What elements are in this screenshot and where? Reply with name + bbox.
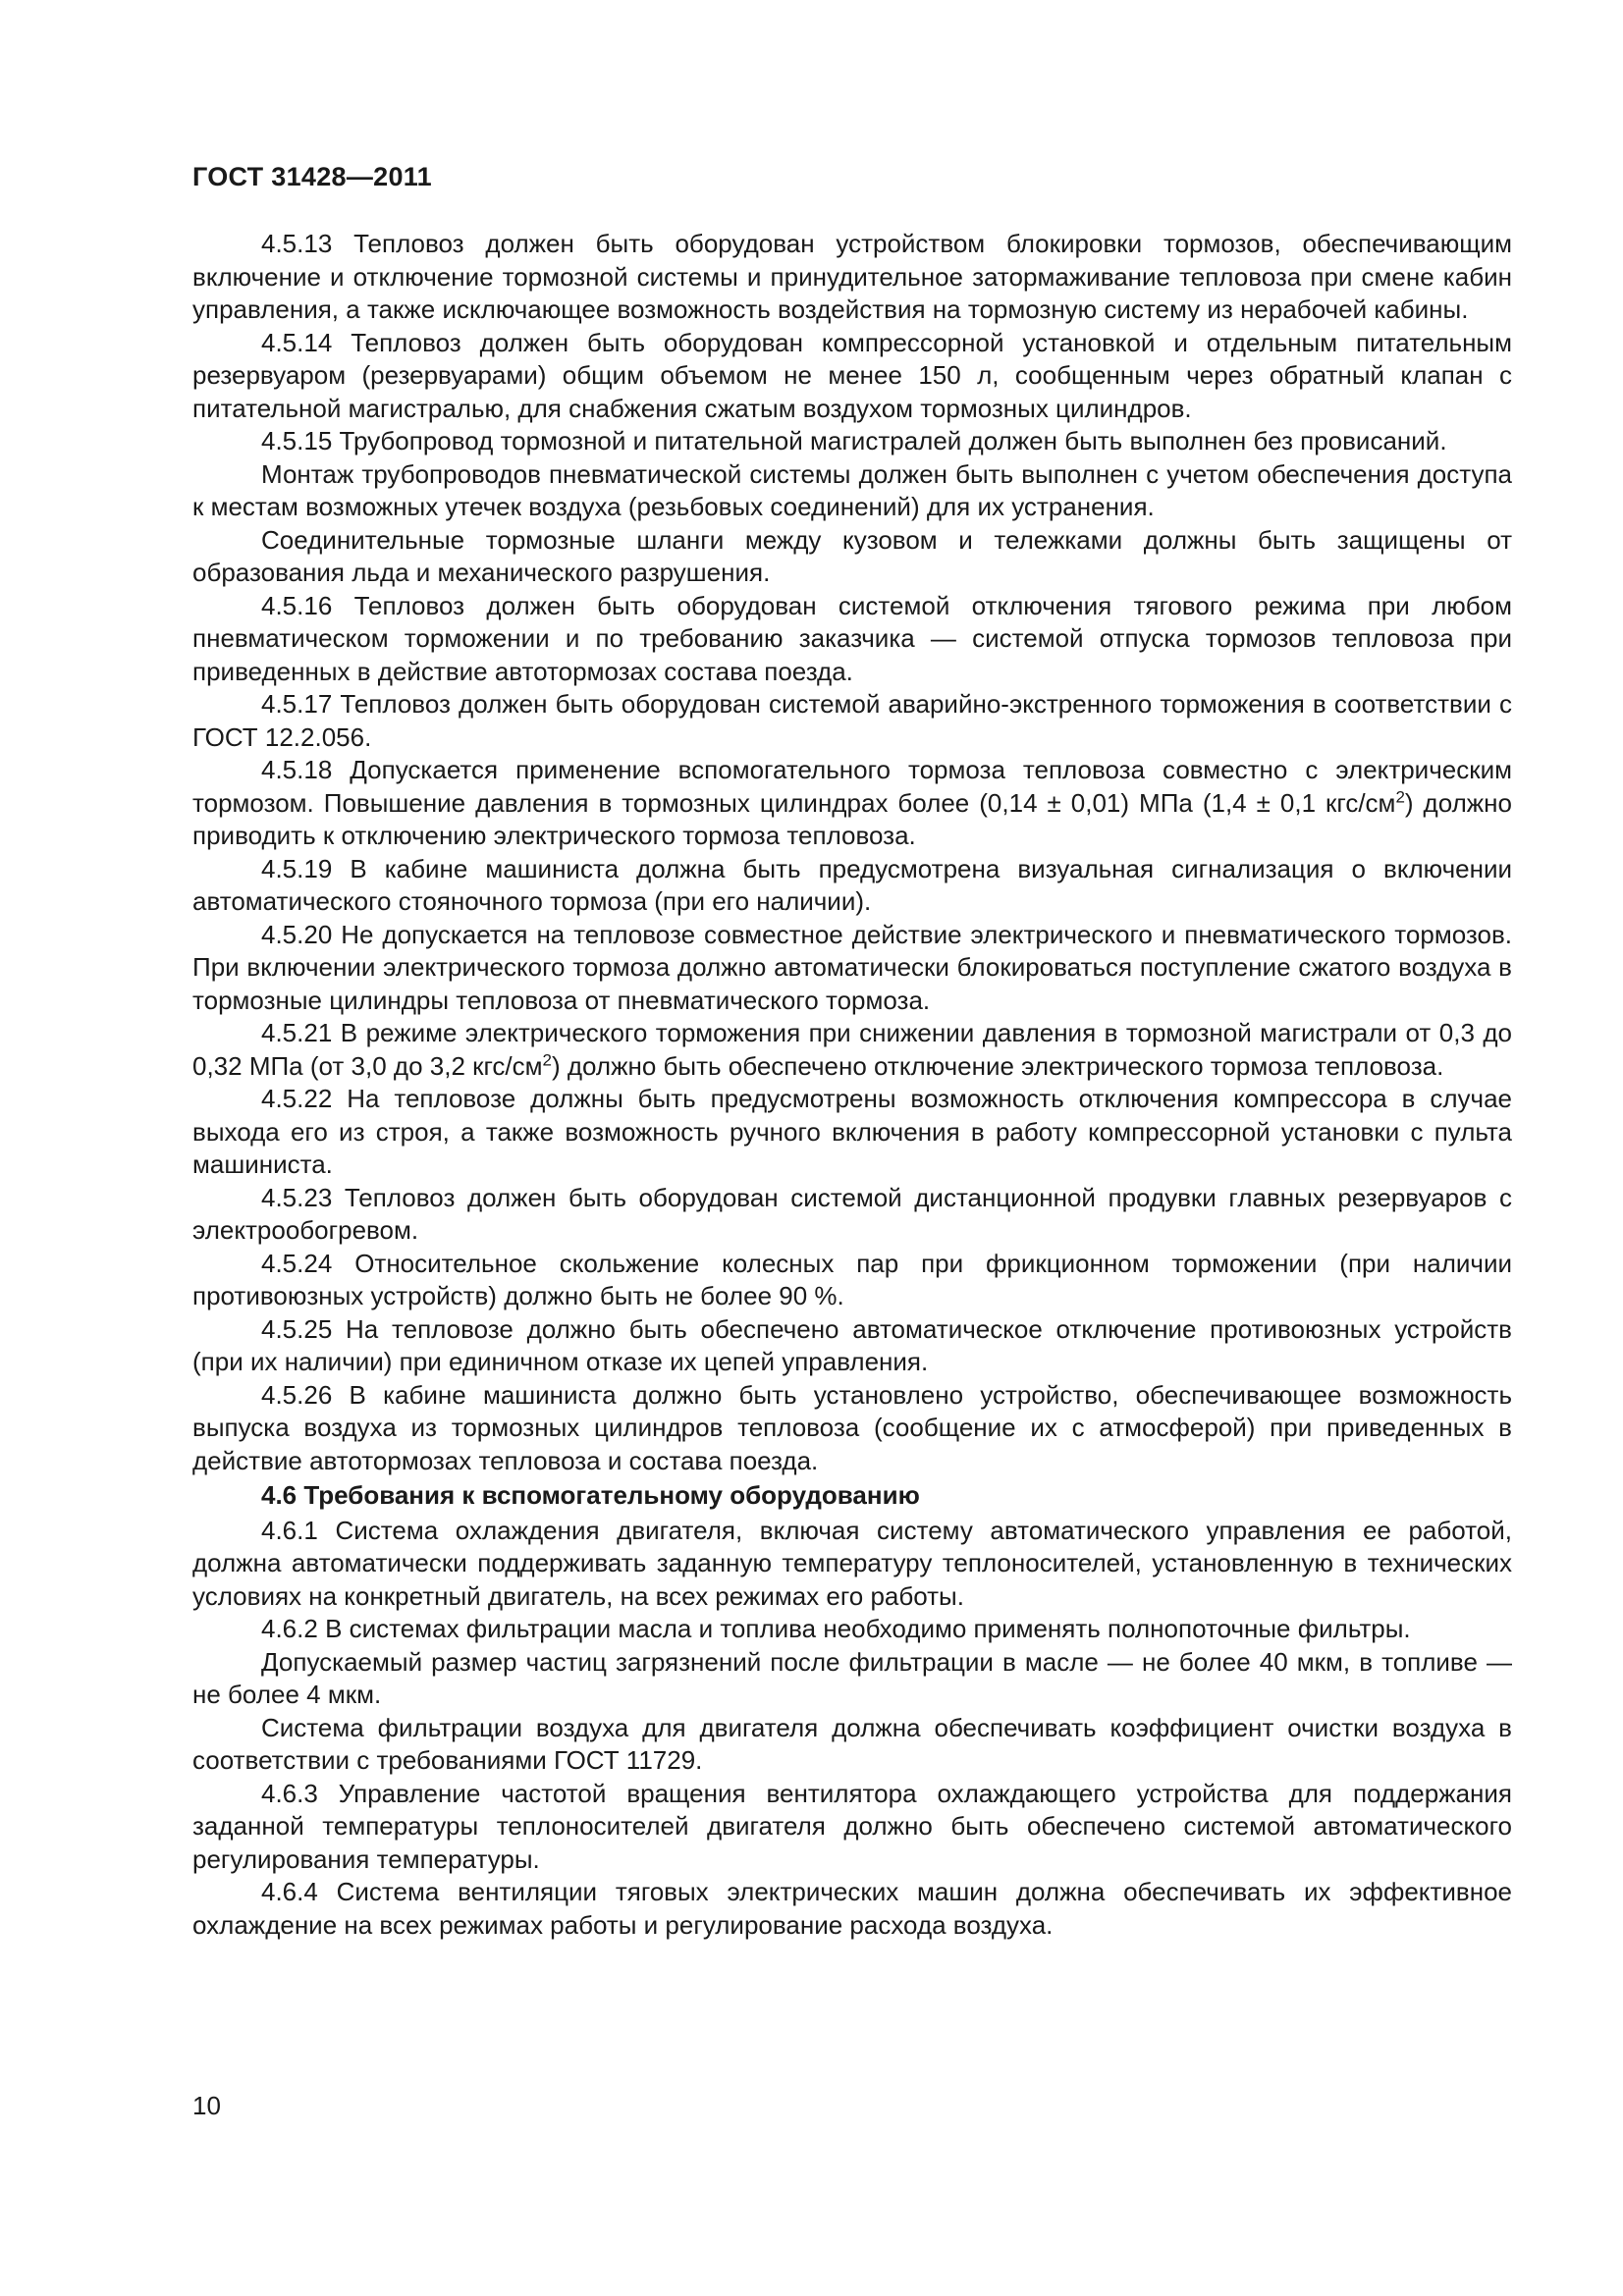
- page-number: 10: [192, 2091, 221, 2120]
- paragraph-air-filtration: [192, 1712, 1512, 1778]
- clause-4-5-24: [192, 1248, 1512, 1313]
- clause-4-5-25: [192, 1313, 1512, 1379]
- superscript: 2: [542, 1049, 552, 1069]
- clause-number: 4.5.17: [261, 689, 333, 719]
- clause-number: 4.5.14: [261, 327, 333, 357]
- clause-text: На тепловозе должны быть предусмотрены возможность отключения компрессора в случае выхода его из строя, а также возможность ручного включения в работу компрессорной установки с пульта машиниста.: [192, 1084, 1512, 1179]
- clause-4-5-16: [192, 590, 1512, 689]
- paragraph-particle-size: [192, 1646, 1512, 1712]
- clause-text: В режиме электрического торможения при снижении давления в тормозной магистрали от 0,3 до 0,32 МПа (от 3,0 до 3,2 кгс/см: [192, 1018, 1512, 1081]
- clause-text: Относительное скольжение колесных пар при фрикционном торможении (при наличии противоюзных устройств) должно быть не более 90 %.: [192, 1248, 1512, 1310]
- clause-4-5-19: [192, 853, 1512, 919]
- clause-text: Допускаемый размер частиц загрязнений после фильтрации в масле — не более 40 мкм, в топливе — не более 4 мкм.: [192, 1646, 1512, 1709]
- clause-number: 4.5.19: [261, 853, 333, 883]
- document-code-header: ГОСТ 31428—2011: [192, 162, 432, 191]
- clause-text: В кабине машиниста должно быть установлено устройство, обеспечивающее возможность выпуска воздуха из тормозных цилиндров тепловоза (сообщение их с атмосферой) при приведенных в действие автотормозах тепловоза и состава поезда.: [192, 1379, 1512, 1475]
- clause-text: На тепловозе должно быть обеспечено автоматическое отключение противоюзных устройств (при их наличии) при единичном отказе их цепей управления.: [192, 1313, 1512, 1376]
- clause-number: 4.5.22: [261, 1084, 333, 1113]
- clause-number: 4.6.3: [261, 1778, 318, 1808]
- clause-text: Управление частотой вращения вентилятора охлаждающего устройства для поддержания заданной температуры теплоносителей двигателя должно быть обеспечено системой автоматического регулирования температуры.: [192, 1778, 1512, 1874]
- clause-4-5-23: [192, 1182, 1512, 1248]
- clause-4-6-4: [192, 1876, 1512, 1942]
- clause-number: 4.6.4: [261, 1877, 318, 1906]
- clause-text: Трубопровод тормозной и питательной магистралей должен быть выполнен без провисаний.: [339, 426, 1447, 455]
- clause-text: Тепловоз должен быть оборудован системой аварийно-экстренного торможения в соответствии с ГОСТ 12.2.056.: [192, 689, 1512, 752]
- clause-text-continued: ) должно приводить к отключению электрического тормоза тепловоза.: [192, 787, 1513, 850]
- clause-text: Система вентиляции тяговых электрических машин должна обеспечивать их эффективное охлаждение на всех режимах работы и регулирование расхода воздуха.: [192, 1877, 1512, 1940]
- clause-number: 4.5.24: [261, 1248, 333, 1278]
- clause-number: 4.5.23: [261, 1182, 333, 1212]
- clause-4-5-20: [192, 919, 1512, 1018]
- clause-text: Не допускается на тепловозе совместное действие электрического и пневматического тормозов. При включении электрического тормоза должно автоматически блокироваться поступление сжатого воздуха в тормозные цилиндры тепловоза от пневматического тормоза.: [192, 919, 1512, 1015]
- clause-4-6-3: [192, 1778, 1512, 1877]
- clause-text: Монтаж трубопроводов пневматической системы должен быть выполнен с учетом обеспечения доступа к местам возможных утечек воздуха (резьбовых соединений) для их устранения.: [192, 458, 1512, 521]
- clause-4-5-17: [192, 688, 1512, 754]
- clause-4-5-21: [192, 1017, 1512, 1083]
- clause-number: 4.5.26: [261, 1379, 333, 1410]
- clause-number: 4.5.18: [261, 755, 333, 784]
- clause-text: Допускается применение вспомогательного тормоза тепловоза совместно с электрическим тормозом. Повышение давления в тормозных цилиндрах более (0,14 ± 0,01) МПа (1,4 ± 0,1 кгс/см: [192, 755, 1512, 818]
- clause-4-5-18: [192, 754, 1512, 853]
- clause-number: 4.5.20: [261, 919, 333, 949]
- clause-text: Тепловоз должен быть оборудован компрессорной установкой и отдельным питательным резервуаром (резервуарами) общим объемом не менее 150 л, сообщенным через обратный клапан с питательной магистралью, для снабжения сжатым воздухом тормозных цилиндров.: [192, 327, 1512, 423]
- clause-text: Тепловоз должен быть оборудован устройством блокировки тормозов, обеспечивающим включение и отключение тормозной системы и принудительное затормаживание тепловоза при смене кабин управления, а также исключающее возможность воздействия на тормозную систему из нерабочей кабины.: [192, 229, 1512, 324]
- clause-4-5-13: [192, 228, 1512, 327]
- clause-number: 4.6.2: [261, 1614, 318, 1643]
- clause-text-continued: ) должно быть обеспечено отключение электрического тормоза тепловоза.: [551, 1050, 1444, 1081]
- clause-4-5-22: [192, 1083, 1512, 1182]
- clause-number: 4.5.13: [261, 229, 333, 258]
- paragraph-pipeline-mounting: [192, 458, 1512, 524]
- paragraph-brake-hoses: [192, 524, 1512, 590]
- clause-text: Соединительные тормозные шланги между кузовом и тележками должны быть защищены от образования льда и механического разрушения.: [192, 524, 1512, 587]
- clause-4-5-14: [192, 327, 1512, 426]
- clause-text: В системах фильтрации масла и топлива необходимо применять полнопоточные фильтры.: [325, 1614, 1411, 1643]
- clause-number: 4.5.21: [261, 1018, 333, 1047]
- clause-number: 4.6.1: [261, 1515, 318, 1545]
- clause-number: 4.5.16: [261, 590, 333, 620]
- clause-text: В кабине машиниста должна быть предусмотрена визуальная сигнализация о включении автоматического стояночного тормоза (при его наличии).: [192, 853, 1512, 916]
- superscript: 2: [1395, 786, 1405, 806]
- clause-number: 4.5.15: [261, 426, 333, 455]
- document-body: [192, 228, 1512, 1942]
- clause-4-6-2: [192, 1613, 1512, 1646]
- clause-text: Система фильтрации воздуха для двигателя должна обеспечивать коэффициент очистки воздуха в соответствии с требованиями ГОСТ 11729.: [192, 1712, 1512, 1775]
- clause-text: Тепловоз должен быть оборудован системой дистанционной продувки главных резервуаров с электрообогревом.: [192, 1182, 1512, 1245]
- clause-text: Система охлаждения двигателя, включая систему автоматического управления ее работой, должна автоматически поддерживать заданную температуру теплоносителей, установленную в технических условиях на конкретный двигатель, на всех режимах его работы.: [192, 1515, 1512, 1611]
- clause-text: Тепловоз должен быть оборудован системой отключения тягового режима при любом пневматическом торможении и по требованию заказчика — системой отпуска тормозов тепловоза при приведенных в действие автотормозах состава поезда.: [192, 590, 1512, 686]
- clause-4-5-15: [192, 425, 1512, 458]
- clause-4-6-1: [192, 1515, 1512, 1614]
- clause-number: 4.5.25: [261, 1313, 333, 1344]
- section-heading-4-6: 4.6 Требования к вспомогательному оборудованию: [261, 1480, 920, 1510]
- clause-4-5-26: [192, 1379, 1512, 1478]
